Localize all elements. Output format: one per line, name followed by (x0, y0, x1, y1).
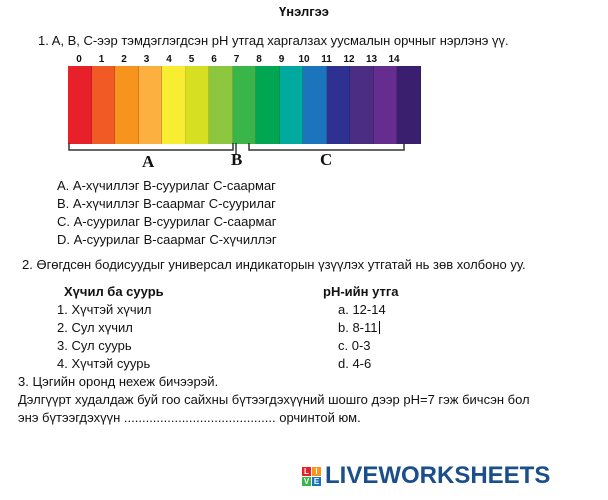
question-1-text: 1. A, B, C-ээр тэмдэглэгдсэн pH утгад харгалзах уусмалын орчныг нэрлэнэ үү. (38, 33, 509, 48)
ph-number-7: 7 (233, 54, 240, 65)
left-item-4: 4. Хүчтэй суурь (57, 356, 151, 371)
question-3-line-1: Дэлгүүрт худалдаж буй гоо сайхны бүтээгдэхүүний шошго дээр pH=7 гэж бичсэн бол (18, 392, 530, 407)
option-a: A. А-хүчиллэг В-суурилаг С-саармаг (57, 178, 276, 193)
ph-number-12: 12 (343, 54, 355, 65)
option-b: B. А-хүчиллэг В-саармаг С-суурилаг (57, 196, 276, 211)
brand-name: LIVEWORKSHEETS (325, 462, 551, 489)
ph-number-10: 10 (298, 54, 310, 65)
left-item-1: 1. Хүчтэй хүчил (57, 302, 152, 317)
ph-number-8: 8 (256, 54, 262, 65)
ph-number-13: 13 (365, 54, 378, 65)
ph-number-1: 1 (98, 54, 105, 65)
right-item-b-text: b. 8-11 (338, 320, 378, 335)
badge-letter-e: E (313, 476, 320, 486)
ph-value-header: pH-ийн утга (323, 284, 399, 299)
line-2-prefix: энэ бүтээгдэхүүн (18, 410, 121, 425)
badge-letter-i: I (312, 467, 321, 476)
region-label-b: B (231, 150, 243, 169)
region-label-c: C (320, 150, 333, 169)
ph-number-4: 4 (166, 54, 172, 65)
region-label-a: A (142, 152, 155, 171)
text-cursor (379, 321, 380, 334)
ph-number-14: 14 (388, 54, 400, 65)
question-3-heading: 3. Цэгийн оронд нехеж бичээрэй. (18, 374, 219, 389)
option-c: C. А-суурилаг В-суурилаг С-саармаг (57, 214, 277, 229)
ph-number-3: 3 (143, 54, 150, 65)
page-title: Үнэлгээ (279, 4, 329, 19)
question-2-text: 2. Өгөгдсөн бодисуудыг универсал индикаторын үзүүлэх утгатай нь зөв холбоно уу. (22, 257, 526, 272)
ph-number-2: 2 (121, 54, 127, 65)
liveworksheets-logo (302, 462, 550, 490)
line-2-suffix: орчинтой юм. (279, 410, 361, 425)
question-3-line-2 (18, 410, 361, 425)
ph-number-6: 6 (211, 54, 217, 65)
badge-letter-l: L (302, 467, 311, 476)
ph-number-9: 9 (278, 54, 285, 65)
live-badge-icon (302, 467, 321, 486)
right-item-c: c. 0-3 (338, 338, 371, 353)
right-item-a: a. 12-14 (338, 302, 386, 317)
option-d: D. А-суурилаг В-саармаг С-хүчиллэг (57, 232, 277, 247)
left-item-3: 3. Сул суурь (57, 338, 132, 353)
ph-number-5: 5 (188, 54, 195, 65)
right-item-d: d. 4-6 (338, 356, 372, 371)
right-item-b[interactable] (338, 320, 380, 335)
ph-scale (68, 54, 406, 171)
ph-number-0: 0 (76, 54, 82, 65)
ph-number-11: 11 (321, 54, 332, 65)
badge-letter-v: V (303, 476, 310, 486)
acid-base-header: Хүчил ба суурь (64, 284, 164, 299)
fill-in-blank[interactable]: .......................................... (123, 410, 276, 425)
left-item-2: 2. Сул хүчил (57, 320, 133, 335)
